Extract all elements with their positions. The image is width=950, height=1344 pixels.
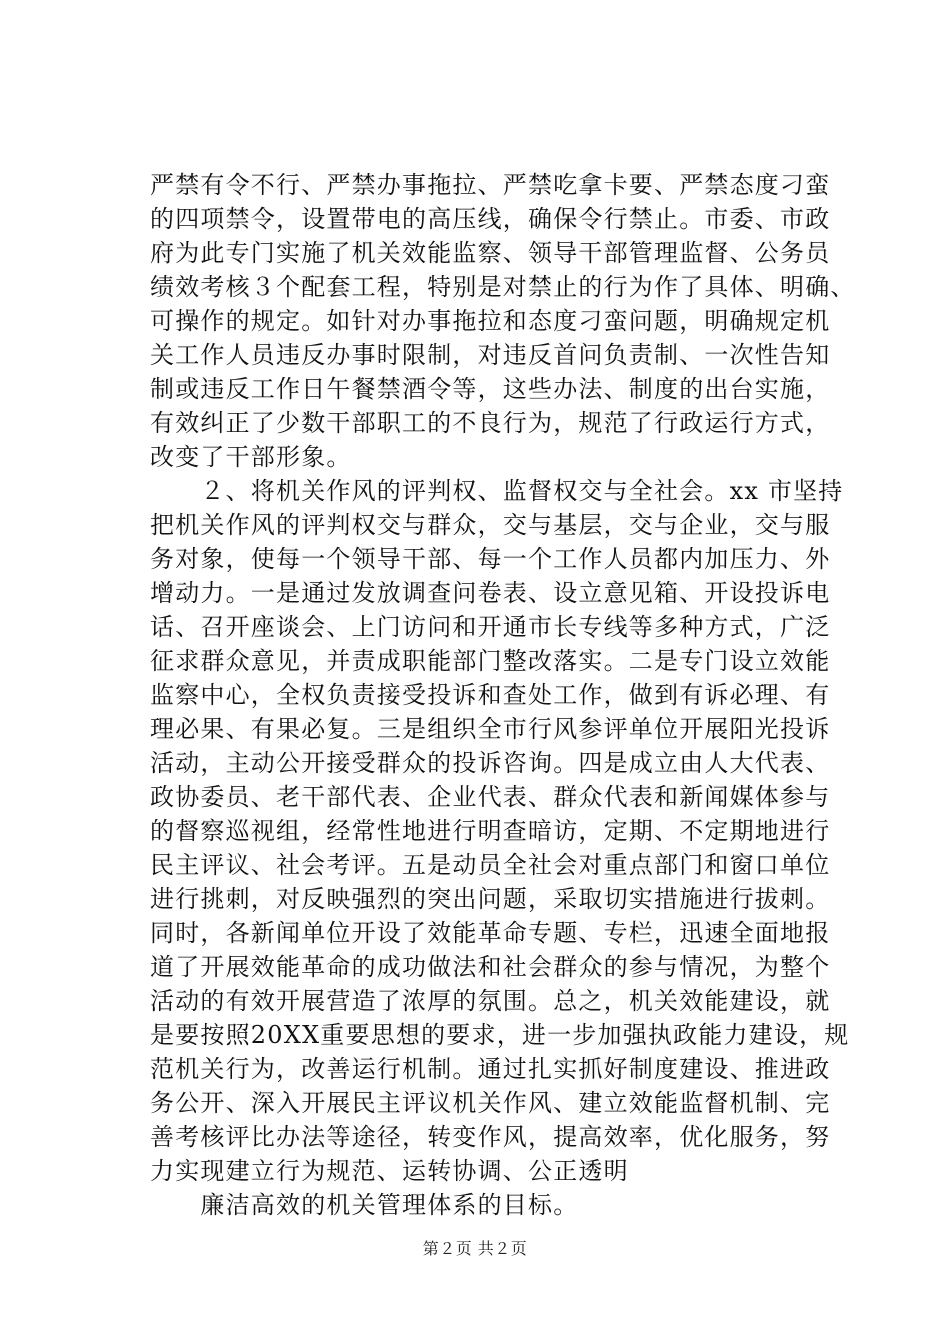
- text-line: 制或违反工作日午餐禁酒令等，这些办法、制度的出台实施，: [150, 375, 831, 403]
- text-line: 的督察巡视组，经常性地进行明查暗访，定期、不定期地进行: [150, 817, 831, 845]
- text-line: 力实现建立行为规范、运转协调、公正透明: [150, 1157, 629, 1185]
- text-line: 廉洁高效的机关管理体系的目标。: [150, 1191, 579, 1219]
- text-line: 进行挑刺，对反映强烈的突出问题，采取切实措施进行拔刺。: [150, 885, 831, 913]
- text-line: 严禁有令不行、严禁办事拖拉、严禁吃拿卡要、严禁态度刁蛮: [150, 171, 831, 199]
- text-line: 民主评议、社会考评。五是动员全社会对重点部门和窗口单位: [150, 851, 831, 879]
- text-line: ２、将机关作风的评判权、监督权交与全社会。xx 市坚持: [150, 477, 844, 505]
- body-text: [150, 168, 856, 1222]
- text-line: 的四项禁令，设置带电的高压线，确保令行禁止。市委、市政: [150, 205, 831, 233]
- text-line: 把机关作风的评判权交与群众，交与基层，交与企业，交与服: [150, 511, 831, 539]
- text-line: 道了开展效能革命的成功做法和社会群众的参与情况，为整个: [150, 953, 831, 981]
- text-line: 征求群众意见，并责成职能部门整改落实。二是专门设立效能: [150, 647, 831, 675]
- text-line: 改变了干部形象。: [150, 443, 352, 471]
- page-footer: 第２页 共２页: [422, 1239, 528, 1258]
- text-line: 府为此专门实施了机关效能监察、领导干部管理监督、公务员: [150, 239, 831, 267]
- text-line: 有效纠正了少数干部职工的不良行为，规范了行政运行方式，: [150, 409, 831, 437]
- text-line: 善考核评比办法等途径，转变作风，提高效率，优化服务，努: [150, 1123, 831, 1151]
- text-line: 务对象，使每一个领导干部、每一个工作人员都内加压力、外: [150, 545, 831, 573]
- text-line: 可操作的规定。如针对办事拖拉和态度刁蛮问题，明确规定机: [150, 307, 831, 335]
- text-line: 理必果、有果必复。三是组织全市行风参评单位开展阳光投诉: [150, 715, 831, 743]
- text-line: 监察中心，全权负责接受投诉和查处工作，做到有诉必理、有: [150, 681, 831, 709]
- text-line: 是要按照20XX重要思想的要求，进一步加强执政能力建设，规: [150, 1021, 850, 1049]
- text-line: 范机关行为，改善运行机制。通过扎实抓好制度建设、推进政: [150, 1055, 831, 1083]
- text-line: 同时，各新闻单位开设了效能革命专题、专栏，迅速全面地报: [150, 919, 831, 947]
- text-line: 关工作人员违反办事时限制，对违反首问负责制、一次性告知: [150, 341, 831, 369]
- text-line: 务公开、深入开展民主评议机关作风、建立效能监督机制、完: [150, 1089, 831, 1117]
- text-line: 绩效考核３个配套工程，特别是对禁止的行为作了具体、明确、: [150, 273, 856, 301]
- text-line: 政协委员、老干部代表、企业代表、群众代表和新闻媒体参与: [150, 783, 831, 811]
- text-line: 活动，主动公开接受群众的投诉咨询。四是成立由人大代表、: [150, 749, 831, 777]
- text-line: 活动的有效开展营造了浓厚的氛围。总之，机关效能建设，就: [150, 987, 831, 1015]
- text-line: 增动力。一是通过发放调查问卷表、设立意见箱、开设投诉电: [150, 579, 831, 607]
- text-line: 话、召开座谈会、上门访问和开通市长专线等多种方式，广泛: [150, 613, 831, 641]
